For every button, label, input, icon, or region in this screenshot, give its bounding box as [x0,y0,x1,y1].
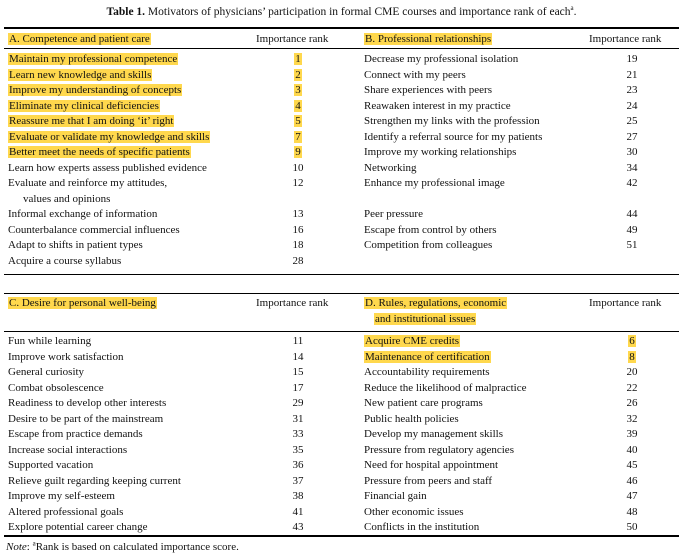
motivator-label [364,83,492,99]
importance-rank [622,520,642,536]
motivator-label [8,114,174,130]
importance-rank [288,412,308,428]
motivator-text: Reassure me that I am doing ‘it’ right [9,115,174,127]
motivator-text: Strengthen my links with the profession [364,115,540,127]
rank-value: 22 [626,381,638,394]
caption-label: Table 1. [106,6,146,18]
importance-rank [622,238,642,254]
rank-value: 3 [295,84,301,96]
table-caption: Table 1. Motivators of physicians’ participation in formal CME courses and importance rank of each$^a$. [106,4,577,18]
note-footnote-marker: a [32,539,36,548]
section-header-a [8,32,151,48]
importance-rank [622,365,642,381]
importance-rank [622,396,642,412]
header-rule-bottom [4,331,679,332]
rank-value: 44 [626,208,638,220]
importance-rank [622,145,642,161]
motivator-text: General curiosity [8,366,85,378]
importance-rank [288,254,308,270]
motivator-label [364,489,427,505]
motivator-text: Reduce the likelihood of malpractice [364,381,527,394]
motivator-label [364,130,542,146]
motivator-text: Escape from practice demands [8,428,143,440]
rank-value: 51 [626,239,638,251]
rank-value: 35 [292,443,304,456]
motivator-text: Learn new knowledge and skills [9,68,152,81]
rank-value: 27 [626,130,638,143]
motivator-text: Reawaken interest in my practice [364,99,511,112]
importance-rank [288,130,308,146]
rank-value: 31 [292,412,304,425]
motivator-label [364,505,464,521]
rank-value: 32 [626,412,638,425]
rank-value: 9 [295,146,301,158]
importance-rank [288,396,308,412]
importance-rank [288,207,308,223]
motivator-text: Informal exchange of information [8,208,158,220]
importance-rank [288,505,308,521]
importance-rank [622,52,642,68]
rank-column-header: Importance rank [589,297,662,309]
importance-rank [622,223,642,239]
rank-value: 26 [626,397,638,409]
rank-value: 48 [626,505,638,518]
section-header-d [364,296,507,327]
section-header-b [364,32,492,48]
motivator-text: Counterbalance commercial influences [8,223,180,236]
rank-value: 30 [626,146,638,158]
note-prefix: Note [6,541,27,553]
motivator-text: Peer pressure [364,208,423,220]
motivator-label [364,176,505,192]
rank-value: 12 [292,177,304,189]
importance-rank [288,350,308,366]
motivator-text: New patient care programs [364,397,483,409]
rank-value: 10 [292,161,304,174]
rank-value: 7 [295,130,301,143]
motivator-text: Readiness to develop other interests [8,397,167,409]
rank-value: 43 [292,521,304,533]
section-divider-rule-1 [4,274,679,275]
motivator-text: Increase social interactions [8,443,128,456]
motivator-text: Need for hospital appointment [364,459,499,471]
motivator-label [364,350,491,366]
importance-rank [622,130,642,146]
motivator-label [364,412,459,428]
rank-value: 18 [292,239,304,251]
motivator-label [364,145,516,161]
motivator-label [8,145,191,161]
motivator-label [364,396,483,412]
importance-rank [288,223,308,239]
rank-value: 8 [629,350,635,363]
importance-rank [288,83,308,99]
rank-value: 39 [626,428,638,440]
motivator-label [364,334,460,350]
caption-text: Motivators of physicians’ participation in formal CME courses and importance rank of each [147,6,571,18]
rank-value: 13 [292,208,304,220]
motivator-text: Share experiences with peers [364,84,492,96]
motivator-label [8,365,84,381]
motivator-label [8,52,178,68]
motivator-text: Identify a referral source for my patients [364,130,543,143]
motivator-text-continued: values and opinions [23,192,111,205]
importance-rank [622,176,642,192]
rank-value: 29 [292,397,304,409]
rank-value: 33 [292,428,304,440]
rank-value: 6 [629,335,635,347]
motivator-label [364,52,518,68]
rank-value: 40 [626,443,638,456]
motivator-text: Develop my management skills [364,428,503,440]
rank-value: 49 [626,223,638,236]
rank-value: 45 [626,459,638,471]
motivator-text: Desire to be part of the mainstream [8,412,164,425]
motivator-text: Eliminate my clinical deficiencies [9,99,159,112]
motivator-text: Improve my working relationships [364,146,517,158]
importance-rank [622,334,642,350]
motivator-label [8,427,143,443]
section-title-continued: and institutional issues [375,312,476,325]
motivator-label [364,365,490,381]
rank-column-header: Importance rank [589,33,662,45]
importance-rank [622,427,642,443]
rank-value: 38 [292,490,304,502]
importance-rank [288,381,308,397]
rank-value: 37 [292,474,304,487]
top-rule [4,27,679,29]
section-title: B. Professional relationships [365,33,492,45]
motivator-text: Altered professional goals [8,505,124,518]
motivator-text: Improve work satisfaction [8,350,124,363]
motivator-label [364,99,511,115]
header-rule-top [4,48,679,49]
rank-value: 36 [292,459,304,471]
motivator-text: Pressure from peers and staff [364,474,493,487]
importance-rank [288,238,308,254]
importance-rank [288,427,308,443]
rank-value: 14 [292,350,304,363]
motivator-label [364,520,479,536]
motivator-label [364,458,498,474]
motivator-text: Evaluate or validate my knowledge and skills [9,130,210,143]
importance-rank [622,207,642,223]
motivator-text: Maintain my professional competence [9,53,178,65]
rank-value: 5 [295,115,301,127]
table-note: Note: $^a$Rank is based on calculated importance score. [6,539,239,553]
motivator-label [8,68,152,84]
motivator-text: Acquire CME credits [365,335,460,347]
importance-rank [622,350,642,366]
rank-value: 34 [626,161,638,174]
rank-column-header: Importance rank [256,297,329,309]
importance-rank [288,68,308,84]
motivator-label [8,505,123,521]
rank-value: 41 [292,505,304,518]
motivator-text: Combat obsolescence [8,381,104,394]
importance-rank [622,99,642,115]
motivator-text: Explore potential career change [8,521,148,533]
motivator-label [364,474,492,490]
motivator-label [364,207,423,223]
rank-value: 28 [292,254,304,267]
motivator-text: Fun while learning [8,335,92,347]
motivator-text: Learn how experts assess published evidence [8,161,207,174]
section-header-c [8,296,157,312]
motivator-label [8,83,182,99]
importance-rank [288,334,308,350]
motivator-text: Networking [364,161,417,174]
motivator-text: Relieve guilt regarding keeping current [8,474,181,487]
importance-rank [288,458,308,474]
motivator-text: Improve my self-esteem [8,490,115,502]
importance-rank [288,176,308,192]
motivator-label [364,238,492,254]
motivator-label [8,412,163,428]
importance-rank [288,520,308,536]
note-text: Rank is based on calculated importance score. [35,541,239,553]
rank-value: 25 [626,115,638,127]
importance-rank [288,145,308,161]
motivator-label [8,99,160,115]
importance-rank [622,505,642,521]
motivator-text: Enhance my professional image [364,177,505,189]
importance-rank [622,458,642,474]
section-title: A. Competence and patient care [9,33,150,45]
motivator-text: Financial gain [364,490,427,502]
rank-value: 20 [626,366,638,378]
section-title: D. Rules, regulations, economic [365,297,507,309]
importance-rank [622,489,642,505]
motivator-label [8,474,181,490]
importance-rank [622,412,642,428]
rank-value: 15 [292,366,304,378]
motivator-text: Better meet the needs of specific patients [9,146,190,158]
rank-column-header: Importance rank [256,33,329,45]
rank-value: 16 [292,223,304,236]
motivator-label [364,161,417,177]
motivator-label [8,334,91,350]
motivator-label [8,520,148,536]
motivator-label [8,254,121,270]
motivator-text: Other economic issues [364,505,464,518]
motivator-label [364,427,503,443]
motivator-label [364,68,466,84]
motivator-label [8,161,207,177]
motivator-label [8,130,210,146]
motivator-text: Public health policies [364,412,459,425]
rank-value: 4 [295,99,301,112]
motivator-label [364,443,514,459]
motivator-label [8,458,93,474]
importance-rank [622,114,642,130]
importance-rank [288,365,308,381]
importance-rank [288,114,308,130]
caption-footnote-marker: a [570,4,574,13]
motivator-label [364,223,497,239]
importance-rank [622,381,642,397]
motivator-label [8,207,157,223]
motivator-text: Maintenance of certification [365,350,490,363]
importance-rank [622,474,642,490]
motivator-text: Escape from control by others [364,223,497,236]
importance-rank [288,443,308,459]
rank-value: 21 [626,68,638,81]
importance-rank [622,83,642,99]
motivator-text: Decrease my professional isolation [364,53,519,65]
motivator-text: Competition from colleagues [364,239,493,251]
rank-value: 46 [626,474,638,487]
importance-rank [622,443,642,459]
rank-value: 19 [626,53,638,65]
rank-value: 11 [292,335,304,347]
importance-rank [288,99,308,115]
motivator-label [8,381,104,397]
motivator-label [364,114,540,130]
motivator-text: Adapt to shifts in patient types [8,239,143,251]
rank-value: 17 [292,381,304,394]
importance-rank [288,161,308,177]
motivator-label [8,489,115,505]
motivator-label [8,443,127,459]
rank-value: 42 [626,177,638,189]
motivator-text: Supported vacation [8,459,94,471]
rank-value: 47 [626,490,638,502]
section-divider-rule-2 [4,293,679,294]
section-title: C. Desire for personal well-being [9,297,156,309]
rank-value: 23 [626,84,638,96]
importance-rank [622,161,642,177]
importance-rank [622,68,642,84]
motivator-text: Evaluate and reinforce my attitudes, [8,177,168,189]
motivator-label [8,238,143,254]
importance-rank [288,489,308,505]
motivator-text: Conflicts in the institution [364,521,480,533]
importance-rank [288,52,308,68]
motivator-label [8,396,166,412]
motivator-text: Pressure from regulatory agencies [364,443,514,456]
rank-value: 24 [626,99,638,112]
motivator-text: Acquire a course syllabus [8,254,122,267]
rank-value: 2 [295,68,301,81]
motivator-label [364,381,527,397]
rank-value: 1 [295,53,301,65]
importance-rank [288,474,308,490]
motivator-label [8,176,167,207]
motivator-label [8,223,180,239]
motivator-text: Connect with my peers [364,68,466,81]
motivator-text: Improve my understanding of concepts [9,84,182,96]
motivator-text: Accountability requirements [364,366,490,378]
motivator-label [8,350,123,366]
rank-value: 50 [626,521,638,533]
